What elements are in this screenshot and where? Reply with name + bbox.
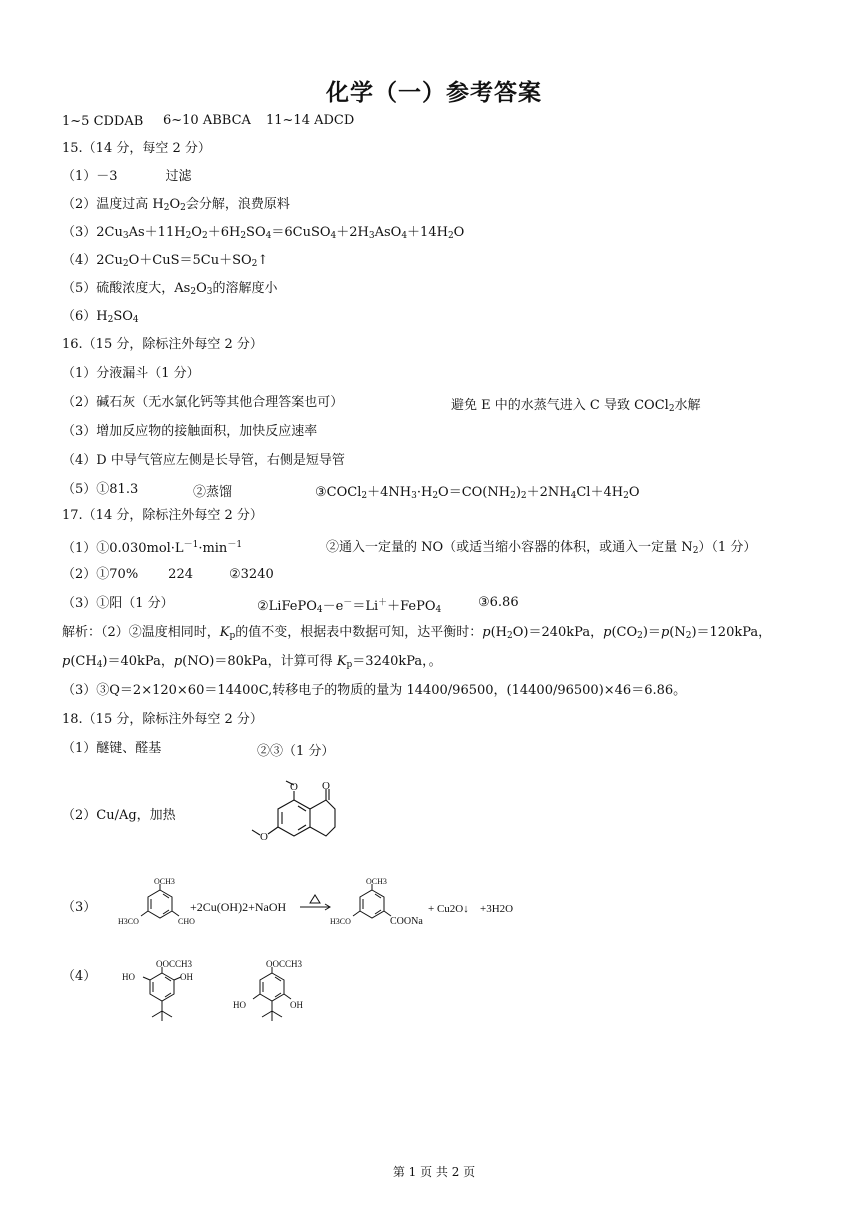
- page-footer: 第 1 页 共 2 页: [392, 1165, 476, 1179]
- q15-answer-4: $(4)2Cu_2O+CuS=5Cu+SO_2↑$: [62, 253, 269, 269]
- reagent-text: +2Cu(OH)2+NaOH: [190, 900, 287, 914]
- ester2-oacch3: OOCCH3: [266, 959, 303, 969]
- q16-answer-2b: 避免 E 中的水蒸气进入 C 导致 COCl$_2$水解: [451, 398, 701, 414]
- mc-answers-2: 6~10 ABBCA: [163, 113, 251, 128]
- ester1-ho: HO: [122, 972, 135, 982]
- q16-header: 16.（15 分，除标注外每空 2 分）: [62, 337, 263, 352]
- ester1-oacch3: OOCCH3: [156, 959, 193, 969]
- ester1-oh: OH: [180, 972, 193, 982]
- q17-explanation-3: （3）③Q＝2×120×60＝14400C,转移电子的物质的量为 14400/96500，(14400/96500)×46＝6.86。: [62, 683, 687, 698]
- q18-answer-4: （4）: [62, 969, 97, 984]
- page-title: 化学（一）参考答案: [326, 79, 542, 106]
- ketone-o-label: O: [322, 780, 330, 792]
- q15-answer-1: （1）－3 过滤: [62, 169, 192, 184]
- q17-explanation-1: 解析：（2）②温度相同时，$K_p$的值不变，根据表中数据可知，达平衡时：$p(H_2O)=240kPa$，$p(CO_2)=p(N_2)=120kPa$，: [62, 625, 772, 641]
- q15-header: 15.（14 分，每空 2 分）: [62, 141, 211, 156]
- reactant-h3co-label: H3CO: [118, 917, 139, 926]
- reactant-cho-label: CHO: [178, 917, 195, 926]
- product-och3-label: OCH3: [366, 877, 387, 886]
- cu2o-product: + Cu2O↓: [428, 903, 469, 915]
- q18-answer-1a: （1）醚键、醛基: [62, 741, 162, 756]
- reactant-och3-label: OCH3: [154, 877, 175, 886]
- q18-header: 18.（15 分，除标注外每空 2 分）: [62, 712, 263, 727]
- q16-answer-5c: $③COCl_2+4NH_3\cdot H_2O=CO(NH_2)_2+2NH_4Cl+4H_2O$: [315, 485, 640, 501]
- q16-answer-4: （4）D 中导气管应左侧是长导管，右侧是短导管: [62, 453, 345, 468]
- q18-answer-2: （2）Cu/Ag，加热: [62, 808, 176, 823]
- ester-structure-2: [232, 955, 342, 1039]
- product-h3co-label: H3CO: [330, 917, 351, 926]
- ester-structure-1: [116, 955, 226, 1039]
- q17-explanation-2: $p(CH_4)=40kPa$，p(NO)＝80kPa，计算可得 $K_p=3240kPa$，。: [62, 654, 442, 670]
- ester2-oh: OH: [290, 1000, 303, 1010]
- q16-answer-3: （3）增加反应物的接触面积，加快反应速率: [62, 424, 318, 439]
- q15-answer-3: $(3)2Cu_3As+11H_2O_2+6H_2SO_4=6CuSO_4+2H_3AsO_4+14H_2O$: [62, 225, 465, 241]
- q16-answer-1: （1）分液漏斗（1 分）: [62, 366, 200, 381]
- ester2-ho: HO: [233, 1000, 246, 1010]
- q15-answer-2: （2）温度过高 $H_2O_2$会分解，浪费原料: [62, 197, 290, 213]
- methoxy-o-label: O: [260, 831, 268, 843]
- q17-answer-3a: （3）①阳（1 分）: [62, 596, 174, 611]
- q15-answer-5: （5）硫酸浓度大，$As_2O_3$的溶解度小: [62, 281, 278, 297]
- q17-answer-3b: ②LiFePO$_4$－e－＝Li＋＋FePO$_4$: [257, 598, 442, 615]
- q18-answer-3: （3）: [62, 900, 97, 915]
- q16-answer-2a: （2）碱石灰（无水氯化钙等其他合理答案也可）: [62, 395, 344, 410]
- tetralone-structure: [240, 780, 360, 850]
- water-product: +3H2O: [480, 903, 514, 915]
- mc-answers-1: 1~5 CDDAB: [62, 114, 144, 129]
- carbonyl-o-label: O: [290, 781, 298, 793]
- q15-answer-6: $(6)H_2SO_4$: [62, 309, 139, 325]
- q17-answer-3c: ③6.86: [478, 595, 519, 610]
- mc-answers-3: 11~14 ADCD: [266, 113, 355, 128]
- q17-answer-1b: ②通入一定量的 NO（或适当缩小容器的体积，或通入一定量 $N_2)(1$ 分）: [326, 540, 757, 556]
- q16-answer-5a: （5）①81.3: [62, 482, 139, 497]
- product-coona-label: COONa: [390, 916, 423, 927]
- q18-answer-1b: ②③（1 分）: [257, 744, 335, 759]
- q18-reaction-equation: [110, 876, 540, 932]
- q17-header: 17.（14 分，除标注外每空 2 分）: [62, 508, 263, 523]
- q17-answer-2: （2）①70% 224 ②3240: [62, 567, 274, 582]
- q17-answer-1a: $(1)①0.030mol\cdot L^{-1}\cdot\min^{-1}$: [62, 540, 243, 556]
- q16-answer-5b: ②蒸馏: [193, 485, 233, 500]
